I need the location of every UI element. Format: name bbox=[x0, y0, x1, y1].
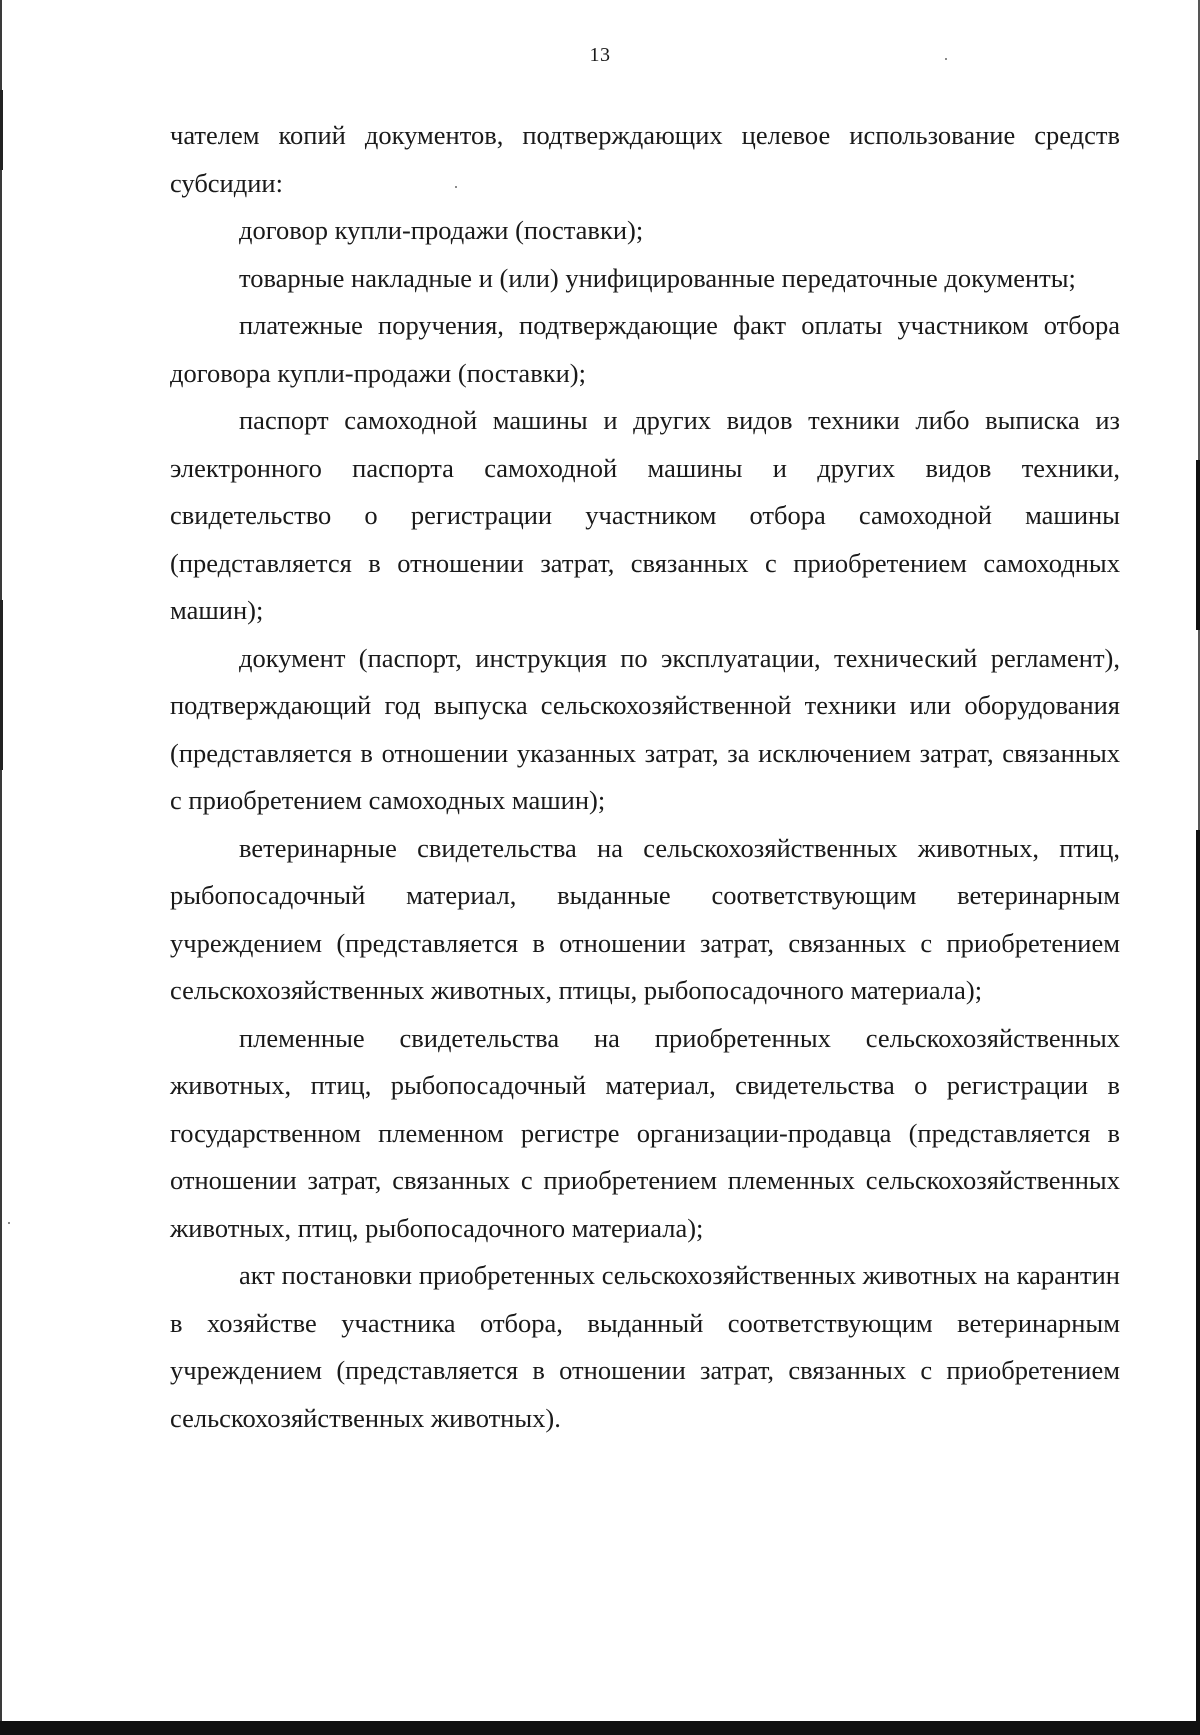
page-number: 13 bbox=[589, 44, 611, 66]
scan-right-edge-mark bbox=[1196, 830, 1200, 1730]
paragraph-continuation: чателем копий документов, подтверждающих целевое использование средств субсидии: bbox=[170, 120, 1120, 198]
paragraph-item: товарные накладные и (или) унифицированные передаточные документы; bbox=[239, 262, 1076, 293]
scan-left-edge-mark bbox=[0, 90, 3, 170]
scan-speck bbox=[8, 1222, 10, 1224]
scan-left-edge bbox=[0, 0, 2, 1735]
paragraph-item: документ (паспорт, инструкция по эксплуатации, технический регламент), подтверждающий год выпуска сельскохозяйственной техники или оборудования (представляется в отношении указанных затрат, за исключением затрат, связанных с приобретением самоходных машин); bbox=[170, 642, 1120, 815]
paragraph-item: платежные поручения, подтверждающие факт оплаты участником отбора договора купли-продажи (поставки); bbox=[170, 310, 1120, 388]
scan-left-edge-mark bbox=[0, 600, 3, 770]
paragraph-item: племенные свидетельства на приобретенных сельскохозяйственных животных, птиц, рыбопосадочный материал, свидетельства о регистрации в государственном племенном регистре организации-продавца (представляется в отношении затрат, связанных с приобретением племенных сельскохозяйственных животных, птиц, рыбопосадочного материала); bbox=[170, 1022, 1120, 1243]
scan-bottom-edge bbox=[0, 1721, 1200, 1735]
paragraph-item: договор купли-продажи (поставки); bbox=[239, 215, 644, 245]
paragraph-item: паспорт самоходной машины и других видов техники либо выписка из электронного паспорта самоходной машины и других видов техники, свидетельство о регистрации участником отбора самоходной машины (представляется в отношении затрат, связанных с приобретением самоходных машин); bbox=[170, 405, 1120, 625]
scan-right-edge-mark bbox=[1196, 460, 1200, 630]
paragraph-item: ветеринарные свидетельства на сельскохозяйственных животных, птиц, рыбопосадочный материал, выданные соответствующим ветеринарным учреждением (представляется в отношении затрат, связанных с приобретением сельскохозяйственных животных, птицы, рыбопосадочного материала); bbox=[170, 832, 1120, 1005]
paragraph-item: акт постановки приобретенных сельскохозяйственных животных на карантин в хозяйстве участника отбора, выданный соответствующим ветеринарным учреждением (представляется в отношении затрат, связанных с приобретением сельскохозяйственных животных). bbox=[170, 1260, 1120, 1433]
document-body bbox=[170, 112, 1120, 1442]
